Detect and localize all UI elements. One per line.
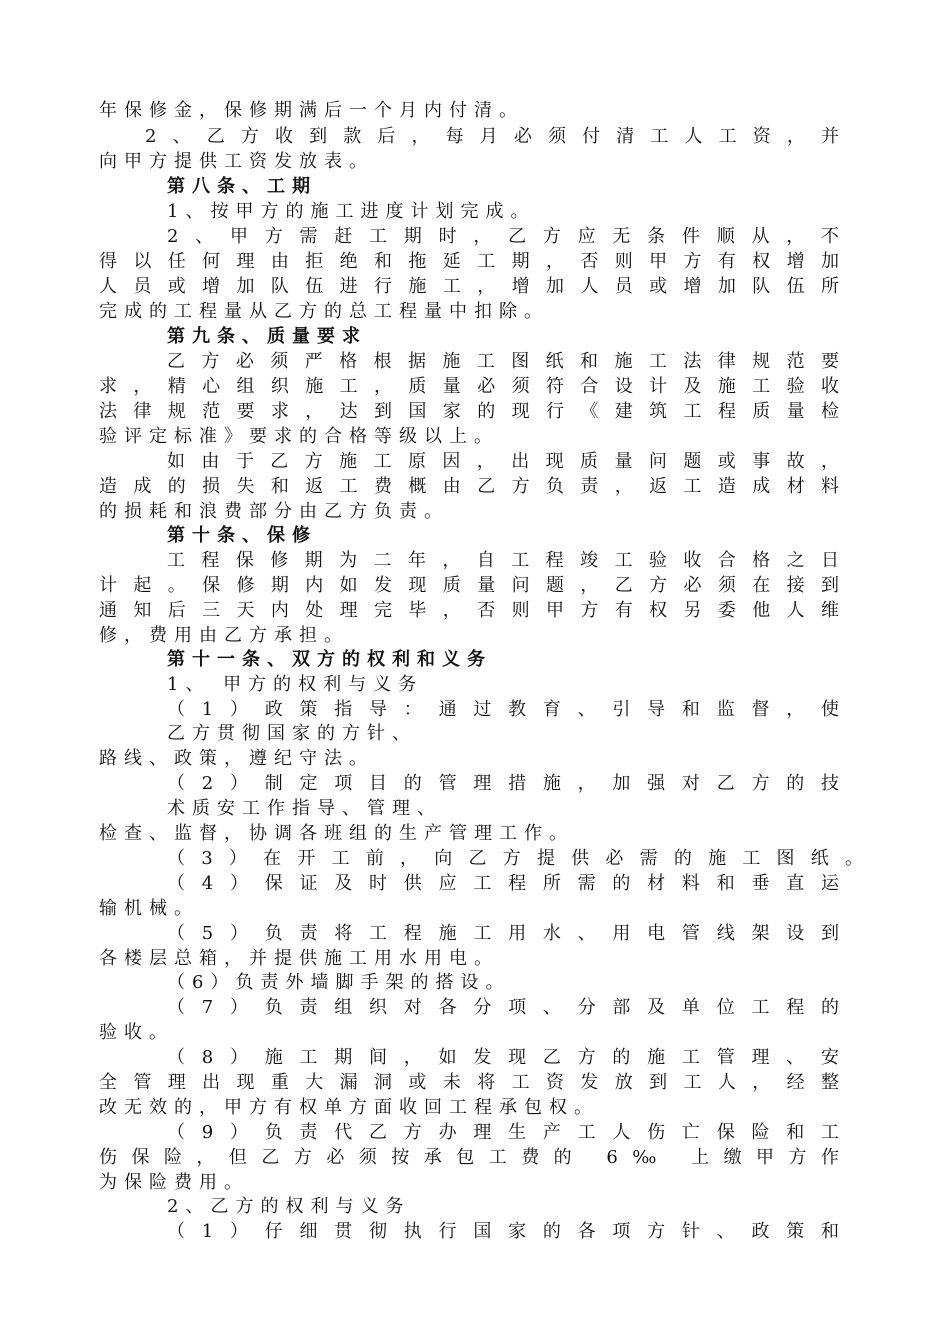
text-line: 检查、监督，协调各班组的生产管理工作。 [99,823,574,844]
text-line: （8）施工期间，如发现乙方的施工管理、安 [167,1047,839,1068]
text-line: 改无效的，甲方有权单方面收回工程承包权。 [99,1097,599,1118]
section-heading: 第八条、工期 [167,176,317,197]
text-line: 1、 甲方的权利与义务 [167,674,424,695]
text-line: 验收。 [99,1022,174,1043]
section-heading: 第九条、质量要求 [167,326,367,347]
text-line: 造成的损失和返工费概由乙方负责，返工造成材料 [99,476,839,497]
text-line: 验评定标准》要求的合格等级以上。 [99,426,499,447]
text-line: 输机械。 [99,898,199,919]
text-line: 向甲方提供工资发放表。 [99,151,374,172]
text-line: 各楼层总箱，并提供施工用水用电。 [99,948,499,969]
text-line: 2、乙方收到款后，每月必须付清工人工资，并 [145,126,839,147]
text-line: 求，精心组织施工，质量必须符合设计及施工验收 [99,376,839,397]
text-line: 人员或增加队伍进行施工，增加人员或增加队伍所 [99,276,839,297]
text-line: 得以任何理由拒绝和拖延工期，否则甲方有权增加 [99,251,839,272]
text-line: 的损耗和浪费部分由乙方负责。 [99,501,449,522]
text-line: （3）在开工前，向乙方提供必需的施工图纸。 [167,848,863,869]
text-line: 为保险费用。 [99,1172,249,1193]
text-line: 完成的工程量从乙方的总工程量中扣除。 [99,301,549,322]
text-line: （1）政策指导：通过教育、引导和监督，使 [167,699,839,720]
text-line: 乙方必须严格根据施工图纸和施工法律规范要 [167,351,839,372]
text-line: （5）负责将工程施工用水、用电管线架设到 [167,923,839,944]
text-line: 2、乙方的权利与义务 [167,1196,411,1217]
text-line: 计起。保修期内如发现质量问题，乙方必须在接到 [99,575,839,596]
text-line: 2、甲方需赶工期时，乙方应无条件顺从，不 [167,226,839,247]
text-line: 乙方贯彻国家的方针、 [167,723,417,744]
text-line: （7）负责组织对各分项、分部及单位工程的 [167,997,839,1018]
text-line: 年保修金，保修期满后一个月内付清。 [99,100,524,121]
section-heading: 第十一条、双方的权利和义务 [167,649,492,670]
text-line: 1、按甲方的施工进度计划完成。 [167,201,536,222]
text-line: 工程保修期为二年，自工程竣工验收合格之日 [167,550,839,571]
text-line: （1）仔细贯彻执行国家的各项方针、政策和 [167,1221,839,1242]
text-line: 通知后三天内处理完毕，否则甲方有权另委他人维 [99,600,839,621]
text-line: （6）负责外墙脚手架的搭设。 [167,972,511,993]
section-heading: 第十条、保修 [167,525,317,546]
text-line: 全管理出现重大漏洞或未将工资发放到工人，经整 [99,1072,839,1093]
text-line: 法律规范要求，达到国家的现行《建筑工程质量检 [99,401,839,422]
text-line: （2）制定项目的管理措施，加强对乙方的技 [167,773,839,794]
text-line: 修，费用由乙方承担。 [99,625,349,646]
text-line: 如由于乙方施工原因，出现质量问题或事故， [167,451,839,472]
text-line: 术质安工作指导、管理、 [167,798,442,819]
text-line: 伤保险，但乙方必须按承包工费的 6‰ 上缴甲方作 [99,1147,839,1168]
text-line: （4）保证及时供应工程所需的材料和垂直运 [167,873,839,894]
text-line: （9）负责代乙方办理生产工人伤亡保险和工 [167,1122,839,1143]
text-line: 路线、政策，遵纪守法。 [99,748,374,769]
